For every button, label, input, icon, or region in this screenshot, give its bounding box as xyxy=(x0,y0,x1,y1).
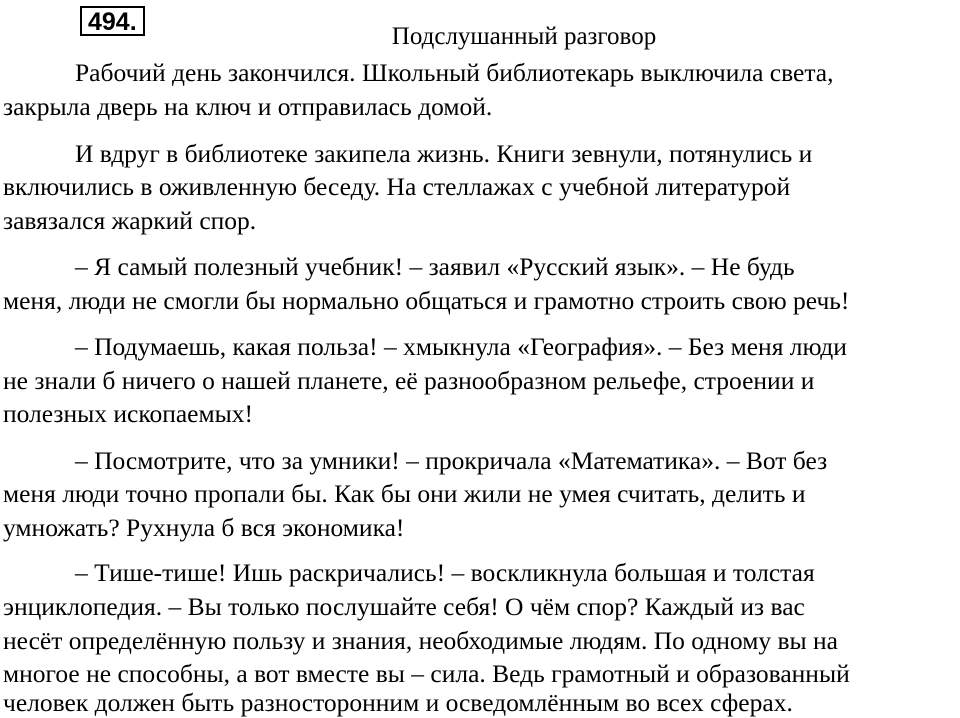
paragraph-6-line-5: человек должен быть разносторонним и осведомлённым во всех сферах. xyxy=(3,688,793,717)
paragraph-3-line-1: – Я самый полезный учебник! – заявил «Русский язык». – Не будь xyxy=(75,252,795,281)
text-title: Подслушанный разговор xyxy=(391,23,657,50)
paragraph-6-line-3: несёт определённую пользу и знания, необходимые людям. По одному вы на xyxy=(3,626,838,655)
paragraph-5-line-3: умножать? Рухнула б вся экономика! xyxy=(3,513,405,542)
paragraph-4-line-3: полезных ископаемых! xyxy=(3,399,253,428)
paragraph-5-line-1: – Посмотрите, что за умники! – прокричала «Математика». – Вот без xyxy=(75,446,828,475)
paragraph-3-line-2: меня, люди не смогли бы нормально общаться и грамотно строить свою речь! xyxy=(3,286,850,315)
paragraph-2-line-2: включились в оживленную беседу. На стеллажах с учебной литературой xyxy=(3,172,791,201)
paragraph-4-line-1: – Подумаешь, какая польза! – хмыкнула «География». – Без меня люди xyxy=(75,332,847,361)
paragraph-6-line-2: энциклопедия. – Вы только послушайте себя! О чём спор? Каждый из вас xyxy=(3,592,805,621)
exercise-number: 494. xyxy=(80,6,145,36)
paragraph-2-line-1: И вдруг в библиотеке закипела жизнь. Книги зевнули, потянулись и xyxy=(75,139,813,168)
paragraph-4-line-2: не знали б ничего о нашей планете, её разнообразном рельефе, строении и xyxy=(3,366,815,395)
paragraph-1-line-2: закрыла дверь на ключ и отправилась домой. xyxy=(3,92,493,121)
paragraph-5-line-2: меня люди точно пропали бы. Как бы они жили не умея считать, делить и xyxy=(3,479,806,508)
paragraph-2-line-3: завязался жаркий спор. xyxy=(3,206,257,235)
paragraph-6-line-4: многое не способны, а вот вместе вы – сила. Ведь грамотный и образованный xyxy=(3,659,850,688)
paragraph-6-line-1: – Тише-тише! Ишь раскричались! – воскликнула большая и толстая xyxy=(75,558,815,587)
paragraph-1-line-1: Рабочий день закончился. Школьный библиотекарь выключила света, xyxy=(75,58,834,87)
